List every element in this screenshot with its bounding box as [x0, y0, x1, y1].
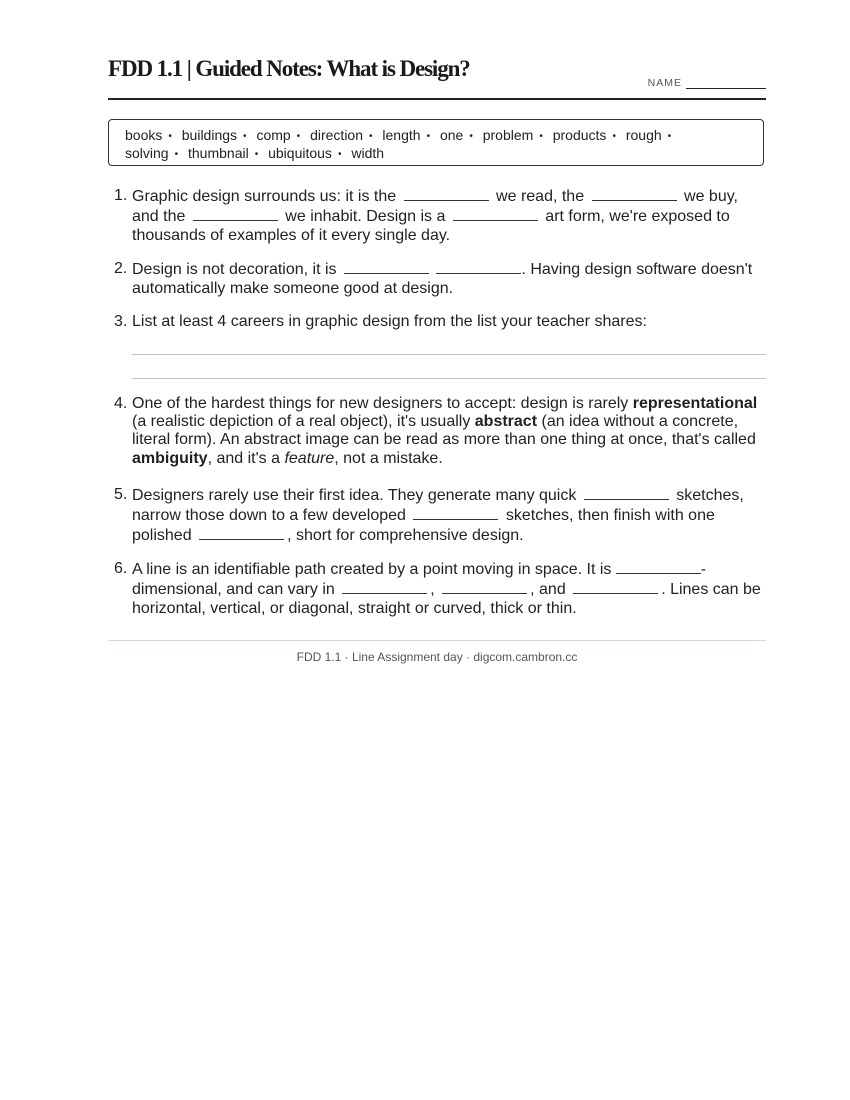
word-separator: • — [243, 131, 247, 142]
answer-blank[interactable] — [436, 259, 521, 274]
word-bank-item: direction — [310, 127, 363, 143]
question-text-part: (a realistic depiction of a real object), it's usually — [132, 413, 471, 431]
question-text — [132, 395, 766, 468]
question-text-part: sketches, then finish with one polished — [132, 507, 715, 544]
question-text-part: . Lines can be horizontal, vertical, or diagonal, straight or curved, thick or thin. — [132, 581, 761, 617]
word-bank-item: rough — [625, 127, 662, 143]
question-text-part: we read, the — [496, 188, 585, 205]
word-bank-item: comp — [256, 127, 291, 143]
answer-blank[interactable] — [193, 206, 278, 221]
word-separator: • — [667, 131, 672, 142]
word-bank — [108, 119, 764, 166]
question-text-part: Graphic design surrounds us: it is the — [132, 188, 397, 205]
question-text-part: , short for comprehensive design. — [287, 527, 524, 544]
question-text: List at least 4 careers in graphic design from the list your teacher shares: — [132, 313, 647, 330]
question-text-part: , and it's a — [207, 449, 280, 467]
word-bank-item: one — [439, 127, 464, 143]
word-bank-item: width — [351, 145, 385, 161]
word-separator: • — [539, 131, 543, 142]
question-text — [132, 186, 766, 245]
name-label: NAME — [647, 77, 682, 89]
question-2 — [108, 259, 766, 298]
answer-blank[interactable] — [199, 525, 284, 540]
term-ambiguity: ambiguity — [132, 449, 208, 467]
question-number: 1. — [114, 187, 128, 204]
question-number: 4. — [114, 395, 128, 412]
question-text-part: A line is an identifiable path created by a point moving in space. It is — [132, 561, 612, 578]
question-text-part: Design is not decoration, it is — [132, 261, 337, 278]
question-text-part: art form, we're exposed to thousands of examples of it every single day. — [132, 208, 730, 244]
question-text-part: , and — [530, 581, 566, 598]
question-text-part: we buy, and the — [132, 188, 738, 225]
question-5 — [108, 485, 766, 545]
word-separator: • — [254, 149, 259, 160]
word-bank-item: length — [382, 127, 421, 143]
answer-line[interactable] — [132, 354, 766, 355]
word-bank-item: books — [125, 127, 163, 143]
question-text-part: , not a mistake. — [334, 449, 443, 467]
question-text-part: . Having design software doesn't automatically make someone good at design. — [132, 261, 753, 297]
answer-blank[interactable] — [404, 186, 489, 201]
question-text-part: , — [430, 581, 435, 598]
word-bank-item: thumbnail — [188, 145, 249, 161]
answer-blank[interactable] — [344, 259, 429, 274]
term-representational: representational — [632, 395, 758, 412]
question-text — [132, 559, 766, 618]
question-text-part: sketches, narrow those down to a few developed — [132, 487, 744, 524]
question-4 — [108, 395, 766, 468]
name-blank[interactable] — [686, 77, 766, 89]
word-separator: • — [469, 131, 473, 142]
word-bank-item: ubiquitous — [268, 145, 332, 161]
word-bank-item: buildings — [181, 127, 238, 143]
question-text-part: Designers rarely use their first idea. They generate many quick — [132, 487, 577, 504]
page-footer: FDD 1.1 · Line Assignment day · digcom.cambron.cc — [108, 640, 766, 664]
word-separator: • — [337, 149, 342, 160]
term-feature: feature — [284, 449, 335, 467]
word-separator: • — [426, 131, 431, 142]
question-text — [132, 259, 766, 298]
word-separator: • — [612, 131, 616, 142]
answer-blank[interactable] — [592, 186, 677, 201]
worksheet-header — [108, 56, 766, 100]
question-number: 5. — [114, 486, 128, 503]
question-1 — [108, 186, 766, 245]
page-title: FDD 1.1 | Guided Notes: What is Design? — [108, 56, 470, 81]
question-text-part: we inhabit. Design is a — [285, 208, 446, 225]
question-text-part: One of the hardest things for new designers to accept: design is rarely — [132, 395, 629, 412]
word-bank-item: solving — [125, 145, 169, 161]
question-number: 2. — [114, 260, 128, 277]
answer-blank[interactable] — [453, 206, 538, 221]
question-number: 6. — [114, 560, 128, 577]
answer-blank[interactable] — [342, 579, 427, 594]
word-separator: • — [168, 131, 172, 142]
answer-blank[interactable] — [413, 505, 498, 520]
question-6 — [108, 559, 766, 618]
term-abstract: abstract — [474, 413, 538, 431]
answer-blank[interactable] — [616, 559, 701, 574]
question-number: 3. — [114, 313, 128, 330]
word-separator: • — [296, 131, 301, 142]
question-text-part: (an idea without a concrete, literal form). An abstract image can be read as more than one thing at once, that's called — [132, 413, 756, 449]
answer-blank[interactable] — [573, 579, 658, 594]
word-separator: • — [369, 131, 373, 142]
word-separator: • — [174, 149, 179, 160]
answer-blank[interactable] — [442, 579, 527, 594]
question-3 — [108, 312, 766, 382]
question-text — [132, 485, 766, 545]
answer-blank[interactable] — [584, 485, 669, 500]
answer-line[interactable] — [132, 378, 766, 379]
word-bank-item: products — [552, 127, 607, 143]
word-bank-item: problem — [482, 127, 534, 143]
name-field — [648, 71, 766, 89]
question-text-part: -dimensional, and can vary in — [132, 561, 707, 598]
